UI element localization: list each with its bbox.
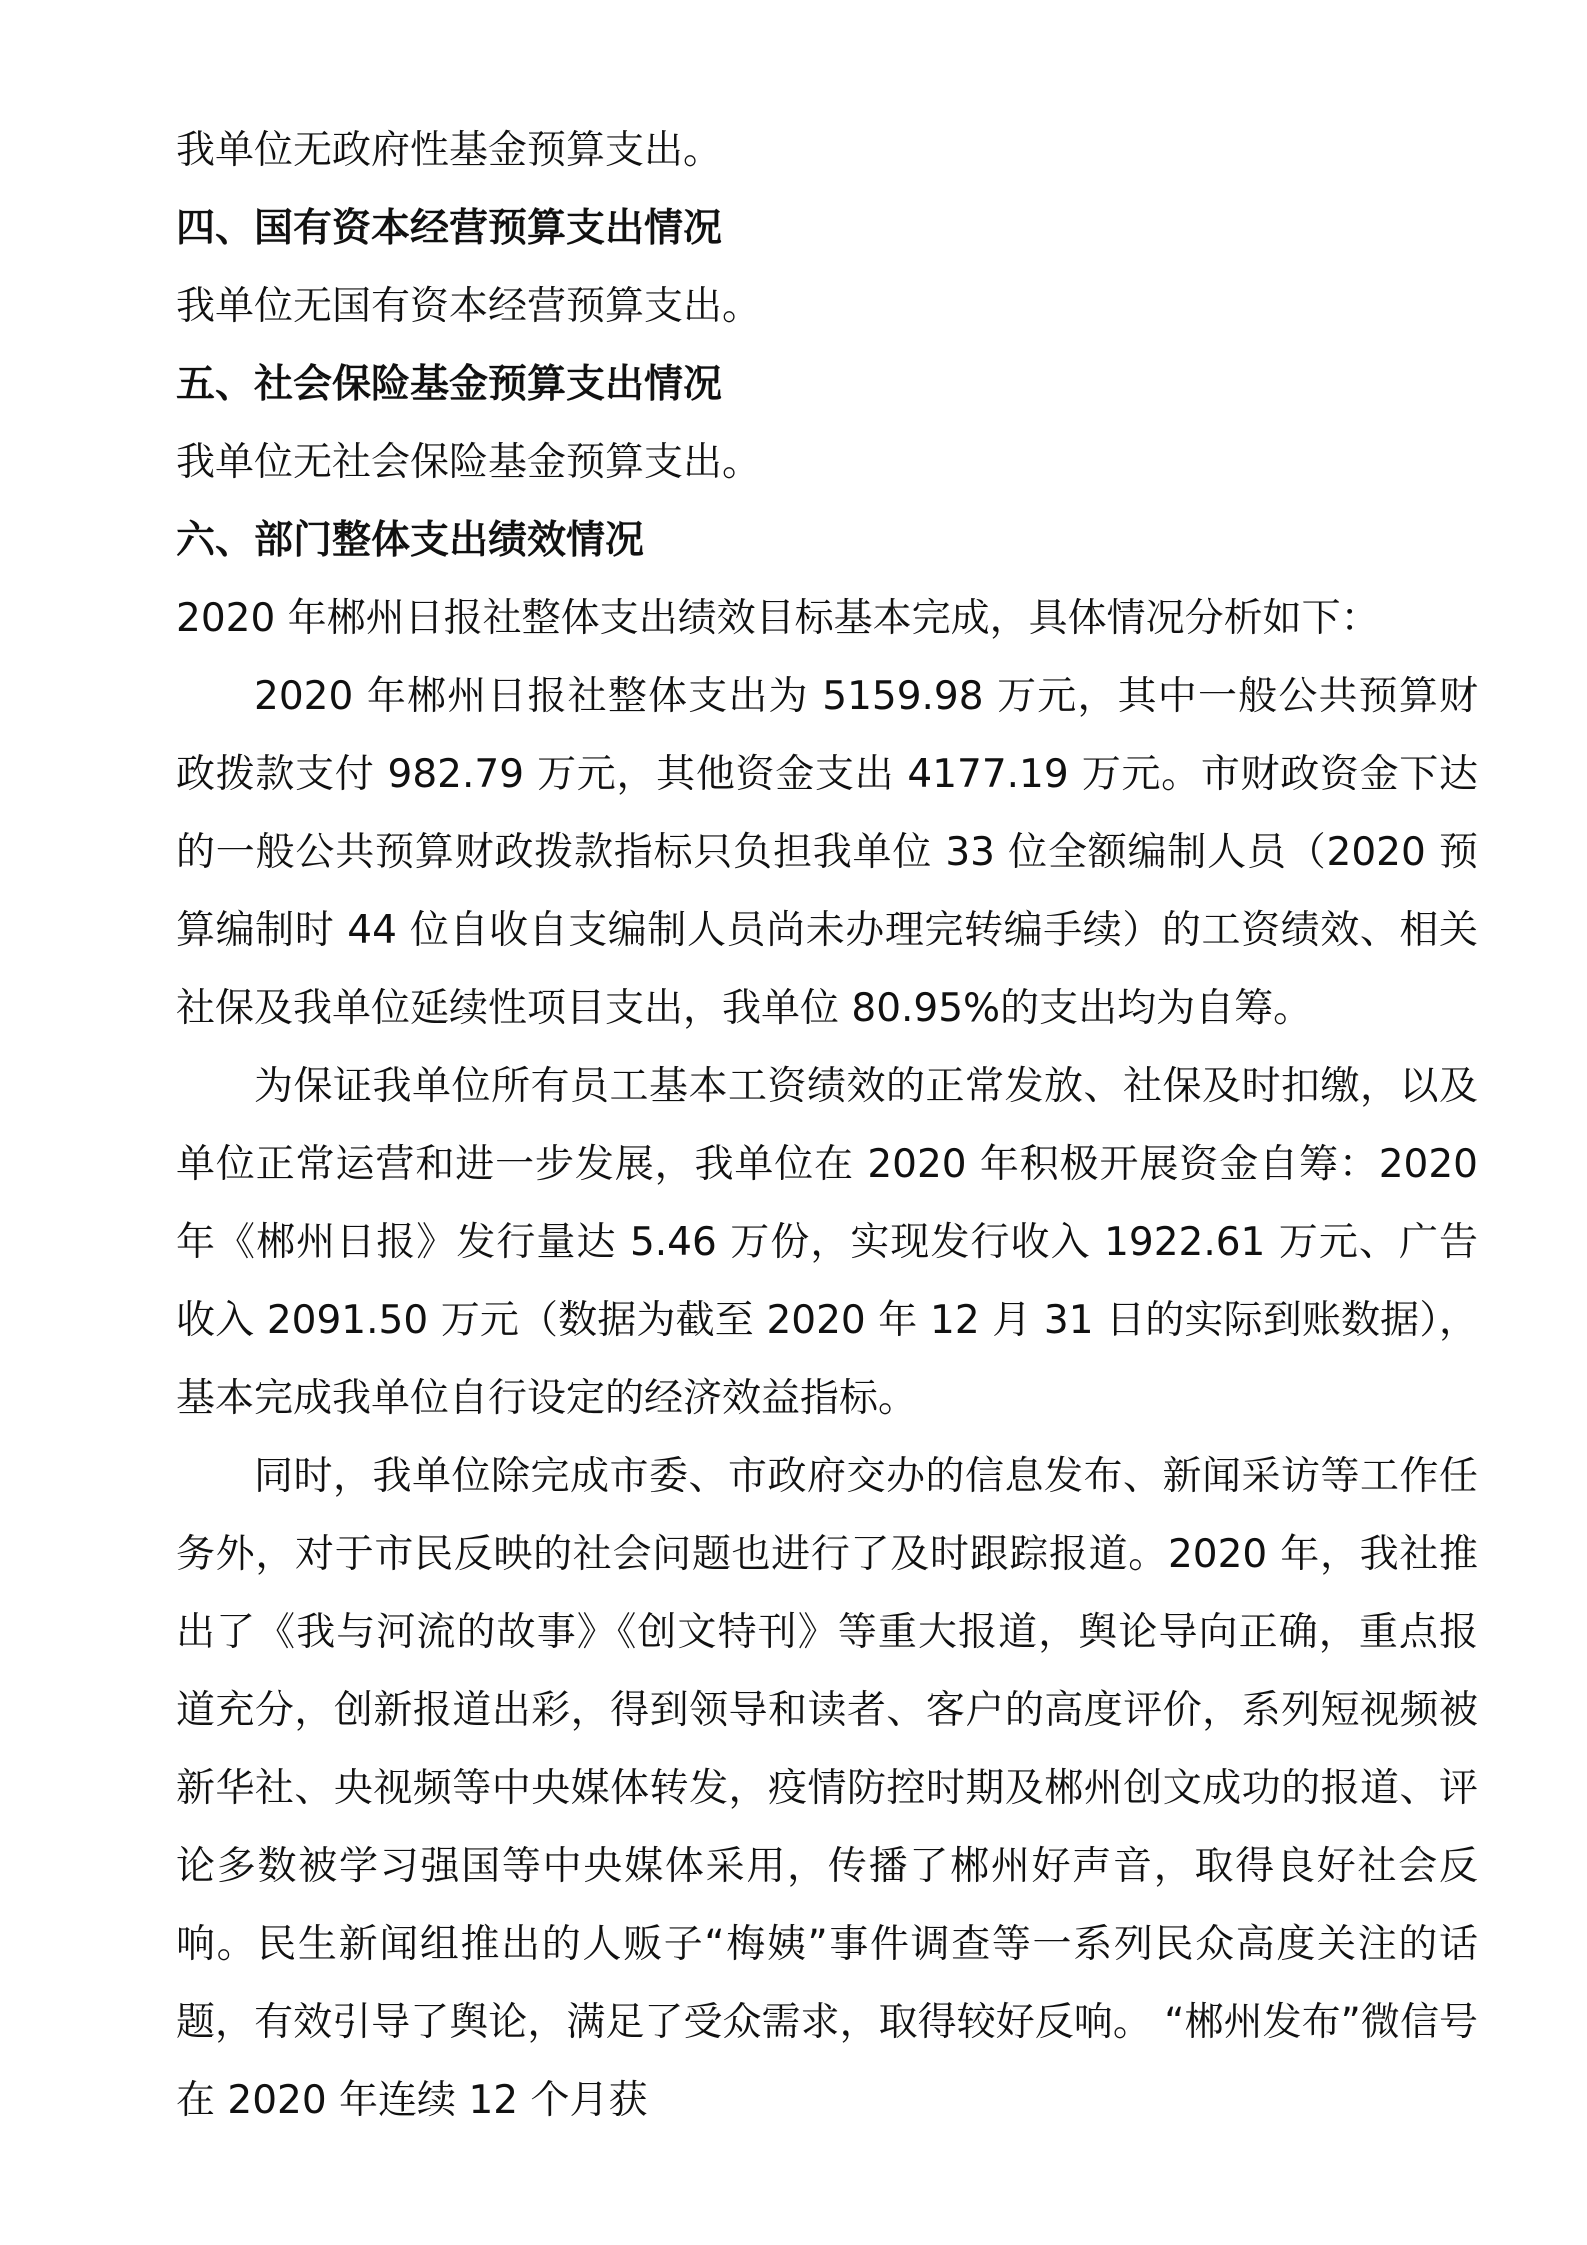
text-line-no-state-capital: 我单位无国有资本经营预算支出。 xyxy=(176,284,762,329)
text-line-no-government-fund: 我单位无政府性基金预算支出。 xyxy=(176,128,723,173)
text-line-no-social-insurance: 我单位无社会保险基金预算支出。 xyxy=(176,440,762,485)
heading-state-capital-expenditure: 四、国有资本经营预算支出情况 xyxy=(176,206,723,251)
paragraph-news-reporting: 同时，我单位除完成市委、市政府交办的信息发布、新闻采访等工作任务外，对于市民反映的社会问题也进行了及时跟踪报道。2020 年，我社推出了《我与河流的故事》《创文特刊》等重大报道，舆论导向正确，重点报道充分，创新报道出彩，得到领导和读者、客户的高度评价，系列短视频被新华社、央视频等中央媒体转发，疫情防控时期及郴州创文成功的报道、评论多数被学习强国等中央媒体采用，传播了郴州好声音，取得良好社会反响。民生新闻组推出的人贩子“梅姨”事件调查等一系列民众高度关注的话题，有效引导了舆论，满足了受众需求，取得较好反响。 “郴州发布”微信号在 2020 年连续 12 个月获 xyxy=(176,1454,1478,2123)
paragraph-total-expenditure: 2020 年郴州日报社整体支出为 5159.98 万元，其中一般公共预算财政拨款支付 982.79 万元，其他资金支出 4177.19 万元。市财政资金下达的一般公共预算财政拨款指标只负担我单位 33 位全额编制人员（2020 预算编制时 44 位自收自支编制人员尚未办理完转编手续）的工资绩效、相关社保及我单位延续性项目支出，我单位 80.95%的支出均为自筹。 xyxy=(176,674,1478,1031)
heading-social-insurance-expenditure: 五、社会保险基金预算支出情况 xyxy=(176,362,723,407)
heading-overall-performance: 六、部门整体支出绩效情况 xyxy=(176,518,645,563)
document-body xyxy=(176,112,1478,2140)
paragraph-self-financing: 为保证我单位所有员工基本工资绩效的正常发放、社保及时扣缴，以及单位正常运营和进一步发展，我单位在 2020 年积极开展资金自筹：2020 年《郴州日报》发行量达 5.46 万份，实现发行收入 1922.61 万元、广告收入 2091.50 万元（数据为截至 2020 年 12 月 31 日的实际到账数据），基本完成我单位自行设定的经济效益指标。 xyxy=(176,1064,1478,1421)
text-line-performance-summary: 2020 年郴州日报社整体支出绩效目标基本完成，具体情况分析如下： xyxy=(176,596,1380,641)
